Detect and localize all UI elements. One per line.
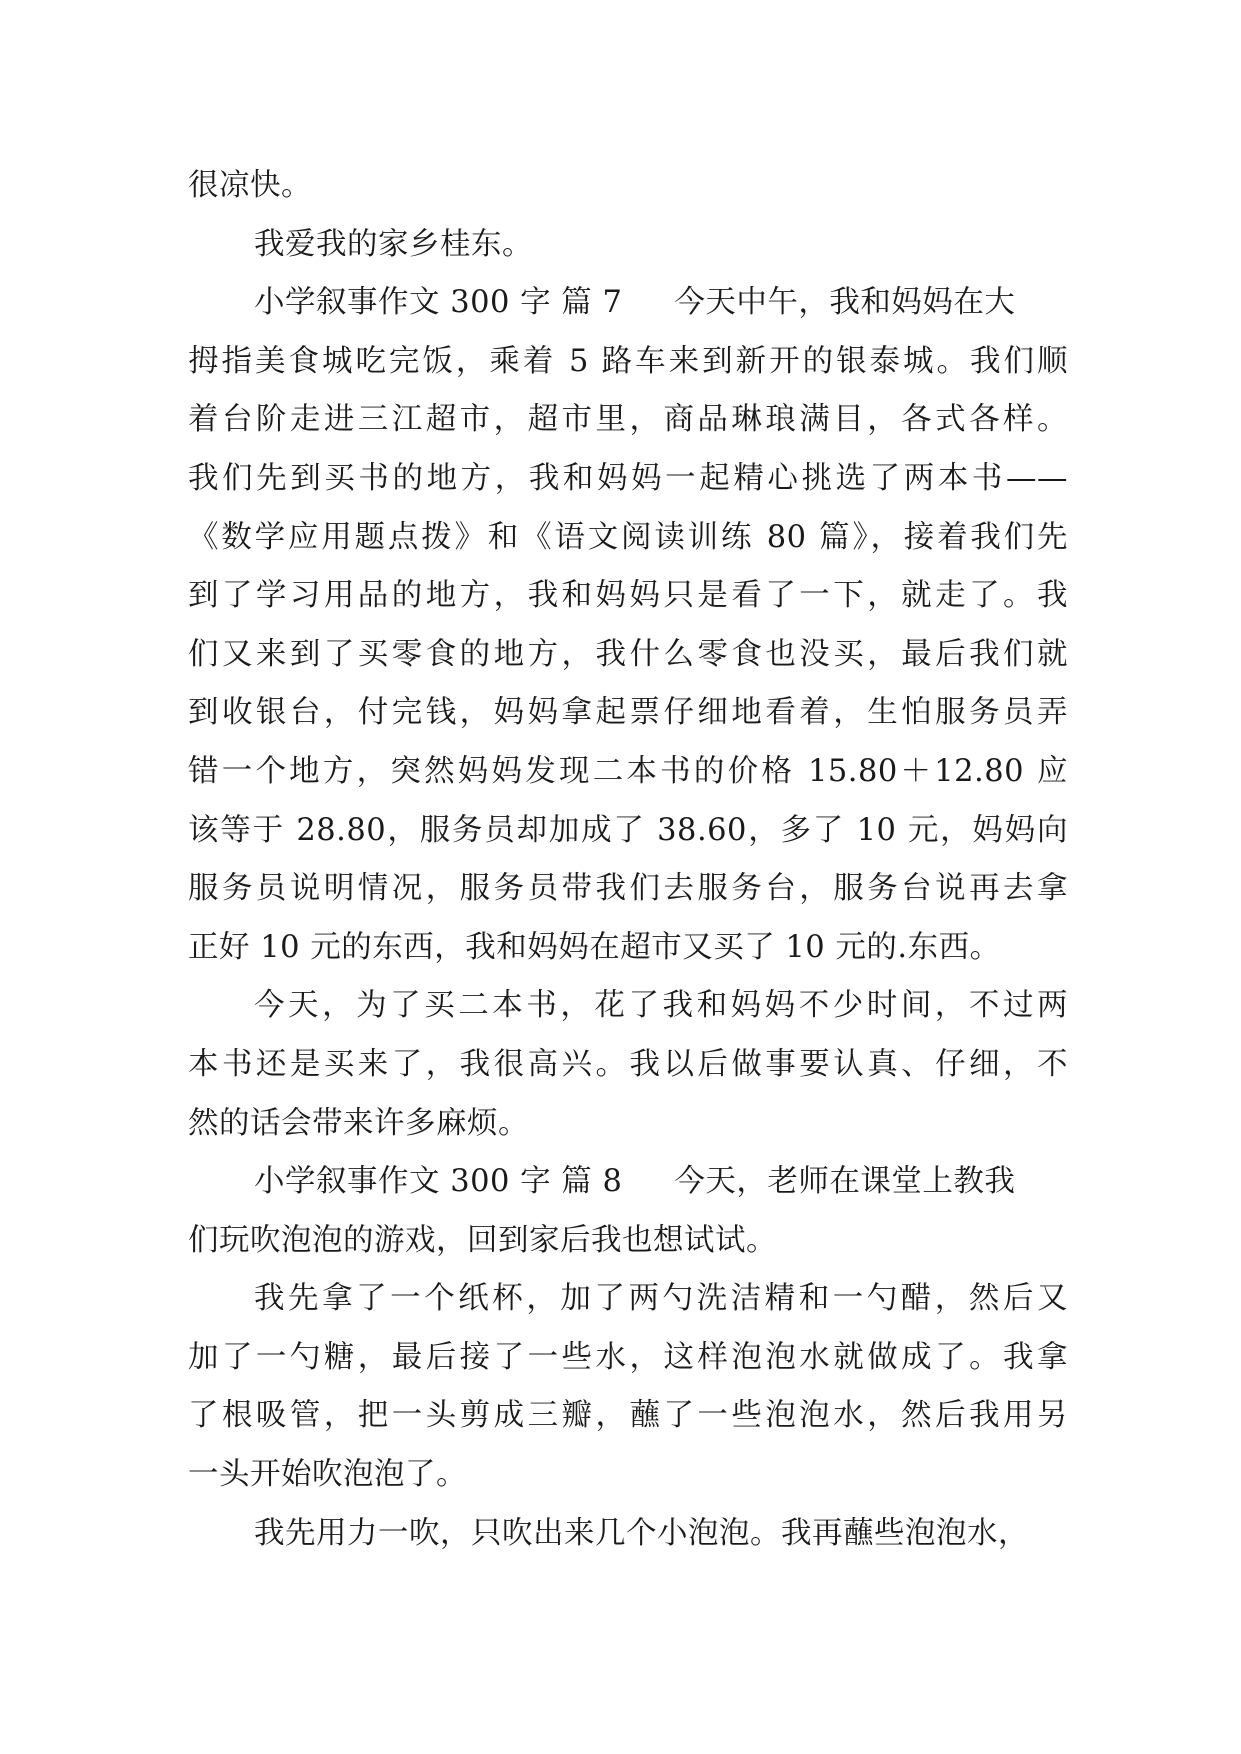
text-line: 到收银台，付完钱，妈妈拿起票仔细地看着，生怕服务员弄 (188, 695, 1068, 731)
text-line: 们又来到了买零食的地方，我什么零食也没买，最后我们就 (188, 636, 1068, 672)
text-line: 加了一勺糖，最后接了一些水，这样泡泡水就做成了。我拿 (188, 1339, 1068, 1375)
section-heading-line (188, 1153, 1068, 1212)
document-body (188, 157, 1068, 1563)
text-line: 本书还是买来了，我很高兴。我以后做事要认真、仔细，不 (188, 1046, 1068, 1082)
text-line: 很凉快。 (188, 168, 312, 203)
text-line: 错一个地方，突然妈妈发现二本书的价格 15.80＋12.80 应 (188, 753, 1068, 789)
text-line: 拇指美食城吃完饭，乘着 5 路车来到新开的银泰城。我们顺 (188, 343, 1068, 379)
text-line: 今天，老师在课堂上教我 (674, 1164, 1016, 1200)
section-heading: 小学叙事作文 300 字 篇 8 (254, 1164, 623, 1200)
text-line: 服务员说明情况，服务员带我们去服务台，服务台说再去拿 (188, 871, 1068, 907)
text-line: 了根吸管，把一头剪成三瓣，蘸了一些泡泡水，然后我用另 (188, 1398, 1068, 1434)
text-line: 一头开始吹泡泡了。 (188, 1457, 467, 1493)
text-line: 我先拿了一个纸杯，加了两勺洗洁精和一勺醋，然后又 (254, 1281, 1068, 1317)
text-line: 着台阶走进三江超市，超市里，商品琳琅满目，各式各样。 (188, 402, 1068, 438)
text-line: 《数学应用题点拨》和《语文阅读训练 80 篇》，接着我们先 (188, 519, 1068, 555)
text-line: 然的话会带来许多麻烦。 (188, 1105, 529, 1141)
text-line: 我们先到买书的地方，我和妈妈一起精心挑选了两本书—— (188, 460, 1068, 496)
text-line: 我爱我的家乡桂东。 (254, 226, 533, 262)
section-heading: 小学叙事作文 300 字 篇 7 (254, 285, 623, 321)
text-line: 今天，为了买二本书，花了我和妈妈不少时间，不过两 (254, 988, 1068, 1024)
text-line: 们玩吹泡泡的游戏，回到家后我也想试试。 (188, 1222, 777, 1258)
text-line: 我先用力一吹，只吹出来几个小泡泡。我再蘸些泡泡水， (254, 1515, 1029, 1551)
text-line: 今天中午，我和妈妈在大 (674, 285, 1016, 321)
text-line: 正好 10 元的东西，我和妈妈在超市又买了 10 元的.东西。 (188, 929, 1001, 965)
section-heading-line (188, 274, 1068, 333)
text-line: 到了学习用品的地方，我和妈妈只是看了一下，就走了。我 (188, 578, 1068, 614)
text-line: 该等于 28.80，服务员却加成了 38.60，多了 10 元，妈妈向 (188, 812, 1068, 848)
